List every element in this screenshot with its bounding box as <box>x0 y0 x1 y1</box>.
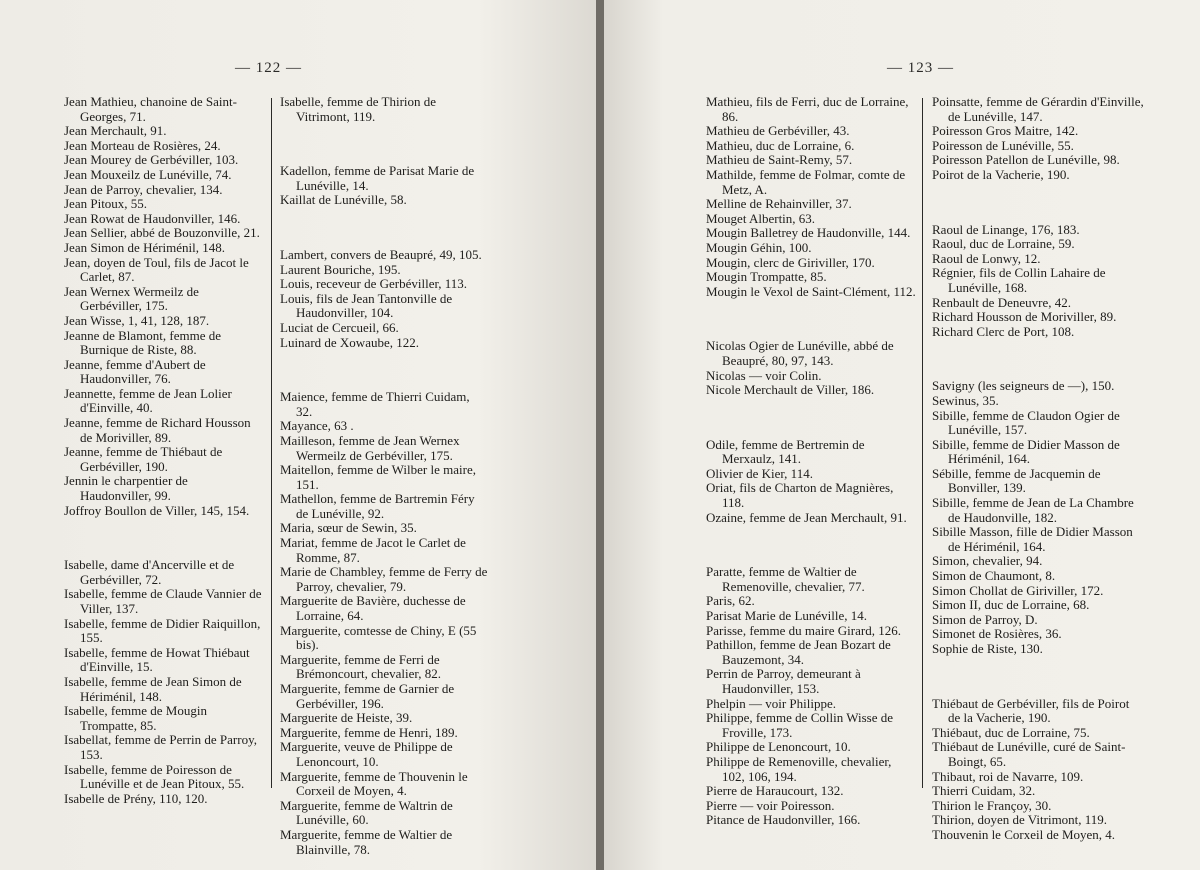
index-entry: Jeanne de Blamont, femme de Burnique de Riste, 88. <box>64 327 222 358</box>
index-entry: Isabelle, femme de Thirion de Vitrimont, 119. <box>280 94 437 124</box>
index-entry: Poiresson Patellon de Lunéville, 98. <box>932 152 1120 168</box>
index-entry: Sibille, femme de Didier Masson de Hériménil, 164. <box>932 436 1120 467</box>
index-entry: Isabellat, femme de Perrin de Parroy, 153. <box>64 732 258 762</box>
index-entry: Isabelle, femme de Jean Simon de Hériménil, 148. <box>64 673 242 704</box>
index-entry: Isabelle, femme de Howat Thiébaut d'Einville, 15. <box>64 644 250 675</box>
index-entry: Marguerite de Bavière, duchesse de Lorraine, 64. <box>280 593 466 624</box>
index-entry: Philippe, femme de Collin Wisse de Froville, 173. <box>706 710 893 740</box>
index-entry: Paratte, femme de Waltier de Remenoville, chevalier, 77. <box>706 564 865 594</box>
index-entry: Pathillon, femme de Jean Bozart de Bauzemont, 34. <box>706 637 891 667</box>
index-entry: Pierre de Haraucourt, 132. <box>706 783 844 799</box>
index-entry: Simon Chollat de Giriviller, 172. <box>932 582 1104 598</box>
index-entry: Louis, receveur de Gerbéviller, 113. <box>280 276 468 292</box>
index-entry: Isabelle, femme de Didier Raiquillon, 155. <box>64 615 261 646</box>
index-entry: Nicolas — voir Colin. <box>706 367 822 383</box>
index-column-2 <box>280 95 488 857</box>
section-gap <box>706 411 916 425</box>
index-entry: Maience, femme de Thierri Cuidam, 32. <box>280 389 470 419</box>
index-entry: Lambert, convers de Beaupré, 49, 105. <box>280 246 482 262</box>
index-entry: Poirot de la Vacherie, 190. <box>932 166 1070 182</box>
index-entry: Marguerite, femme de Garnier de Gerbéviller, 196. <box>280 681 455 711</box>
index-entry: Jean Sellier, abbé de Bouzonville, 21. <box>64 225 260 241</box>
index-entry: Jean Rowat de Haudonviller, 146. <box>64 210 241 226</box>
index-entry: Marie de Chambley, femme de Ferry de Parroy, chevalier, 79. <box>280 564 488 594</box>
index-entry: Luinard de Xowaube, 122. <box>280 334 419 350</box>
index-entry: Maria, sœur de Sewin, 35. <box>280 520 417 536</box>
section-gap <box>64 531 262 545</box>
index-entry: Mathieu de Saint-Remy, 57. <box>706 152 853 168</box>
index-entry: Marguerite, femme de Thouvenin le Corxeil de Moyen, 4. <box>280 768 468 799</box>
index-entry: Nicolas Ogier de Lunéville, abbé de Beaupré, 80, 97, 143. <box>706 338 894 368</box>
index-entry: Mailleson, femme de Jean Wernex Wermeilz de Gerbéviller, 175. <box>280 432 460 463</box>
index-entry: Jean Morteau de Rosières, 24. <box>64 137 221 153</box>
index-entry: Mougin Géhin, 100. <box>706 239 812 255</box>
index-entry: Marguerite, femme de Ferri de Brémoncourt, chevalier, 82. <box>280 651 441 682</box>
index-entry: Thirion le Françoy, 30. <box>932 797 1052 813</box>
index-entry: Renbault de Deneuvre, 42. <box>932 294 1071 310</box>
section-gap <box>280 137 488 151</box>
index-column-2 <box>932 95 1144 843</box>
index-entry: Jean Mathieu, chanoine de Saint-Georges, 71. <box>64 94 237 124</box>
index-entry: Marguerite, veuve de Philippe de Lenoncourt, 10. <box>280 739 453 769</box>
index-entry: Sibille Masson, fille de Didier Masson de Hériménil, 164. <box>932 524 1133 554</box>
index-entry: Perrin de Parroy, demeurant à Haudonviller, 153. <box>706 666 861 696</box>
index-entry: Olivier de Kier, 114. <box>706 465 813 481</box>
index-entry: Mougin le Vexol de Saint-Clément, 112. <box>706 283 916 299</box>
index-entry: Luciat de Cercueil, 66. <box>280 319 399 335</box>
index-entry: Odile, femme de Bertremin de Merxaulz, 141. <box>706 436 865 467</box>
index-entry: Nicole Merchault de Viller, 186. <box>706 382 875 398</box>
index-entry: Marguerite de Heiste, 39. <box>280 710 413 726</box>
index-entry: Raoul de Linange, 176, 183. <box>932 221 1080 237</box>
column-divider <box>271 98 272 788</box>
index-entry: Thouvenin le Corxeil de Moyen, 4. <box>932 826 1116 842</box>
index-entry: Jean Wernex Wermeilz de Gerbéviller, 175. <box>64 283 199 314</box>
page-number: — 122 — <box>235 60 302 76</box>
index-entry: Maitellon, femme de Wilber le maire, 151. <box>280 462 476 492</box>
book-gutter <box>596 0 604 870</box>
index-entry: Mougin Trompatte, 85. <box>706 269 827 285</box>
index-entry: Melline de Rehainviller, 37. <box>706 196 852 212</box>
index-entry: Mougin, clerc de Giriviller, 170. <box>706 254 875 270</box>
index-entry: Marguerite, femme de Waltrin de Lunéville, 60. <box>280 797 453 828</box>
index-entry: Kaillat de Lunéville, 58. <box>280 192 407 208</box>
index-entry: Savigny (les seigneurs de —), 150. <box>932 378 1115 394</box>
index-entry: Isabelle, dame d'Ancerville et de Gerbéviller, 72. <box>64 557 235 587</box>
section-gap <box>932 196 1144 210</box>
index-entry: Mathilde, femme de Folmar, comte de Metz, A. <box>706 166 906 197</box>
index-entry: Sébille, femme de Jacquemin de Bonviller, 139. <box>932 465 1101 496</box>
index-entry: Isabelle de Prény, 110, 120. <box>64 790 208 806</box>
index-entry: Parisat Marie de Lunéville, 14. <box>706 608 868 624</box>
index-entry: Pierre — voir Poiresson. <box>706 797 835 813</box>
index-entry: Paris, 62. <box>706 593 755 609</box>
index-entry: Mariat, femme de Jacot le Carlet de Romme, 87. <box>280 535 466 565</box>
index-entry: Thiébaut de Gerbéviller, fils de Poirot de la Vacherie, 190. <box>932 695 1130 726</box>
index-entry: Poiresson de Lunéville, 55. <box>932 137 1074 153</box>
index-entry: Joffroy Boullon de Viller, 145, 154. <box>64 502 250 518</box>
index-entry: Richard Clerc de Port, 108. <box>932 323 1075 339</box>
index-entry: Mathieu, fils de Ferri, duc de Lorraine, 86. <box>706 94 909 124</box>
index-column-1 <box>64 95 262 806</box>
index-entry: Simonet de Rosières, 36. <box>932 626 1062 642</box>
index-entry: Jeanne, femme de Richard Housson de Moriviller, 89. <box>64 415 251 445</box>
index-entry: Thirion, doyen de Vitrimont, 119. <box>932 812 1108 828</box>
index-entry: Simon II, duc de Lorraine, 68. <box>932 597 1090 613</box>
index-entry: Marguerite, femme de Henri, 189. <box>280 724 458 740</box>
index-entry: Isabelle, femme de Mougin Trompatte, 85. <box>64 703 207 733</box>
index-entry: Jean, doyen de Toul, fils de Jacot le Carlet, 87. <box>64 254 249 285</box>
index-entry: Raoul, duc de Lorraine, 59. <box>932 236 1075 252</box>
page-number: — 123 — <box>887 60 954 76</box>
index-entry: Jean Merchault, 91. <box>64 123 167 139</box>
index-entry: Jean Simon de Hériménil, 148. <box>64 239 226 255</box>
index-entry: Jean Mouxeilz de Lunéville, 74. <box>64 166 232 182</box>
index-entry: Isabelle, femme de Poiresson de Lunéville et de Jean Pitoux, 55. <box>64 761 245 792</box>
index-entry: Oriat, fils de Charton de Magnières, 118. <box>706 480 894 511</box>
index-entry: Mathellon, femme de Bartremin Féry de Lunéville, 92. <box>280 491 475 521</box>
index-entry: Parisse, femme du maire Girard, 126. <box>706 622 901 638</box>
index-entry: Mayance, 63 . <box>280 418 354 434</box>
index-entry: Jean Mourey de Gerbéviller, 103. <box>64 152 239 168</box>
index-entry: Mougin Balletrey de Haudonville, 144. <box>706 225 911 241</box>
index-entry: Simon de Chaumont, 8. <box>932 568 1056 584</box>
index-entry: Jeanne, femme de Thiébaut de Gerbéviller, 190. <box>64 444 223 474</box>
index-entry: Jeanne, femme d'Aubert de Haudonviller, 76. <box>64 356 206 387</box>
index-entry: Sibille, femme de Jean de La Chambre de Haudonville, 182. <box>932 495 1134 525</box>
index-entry: Simon, chevalier, 94. <box>932 553 1043 569</box>
left-page <box>0 0 596 870</box>
index-entry: Poinsatte, femme de Gérardin d'Einville, de Lunéville, 147. <box>932 94 1144 124</box>
index-entry: Thierri Cuidam, 32. <box>932 783 1036 799</box>
index-entry: Sophie de Riste, 130. <box>932 641 1043 656</box>
index-entry: Mouget Albertin, 63. <box>706 210 816 226</box>
index-entry: Pitance de Haudonviller, 166. <box>706 812 861 828</box>
index-entry: Jeannette, femme de Jean Lolier d'Einville, 40. <box>64 385 232 416</box>
index-entry: Sewinus, 35. <box>932 392 999 408</box>
index-entry: Sibille, femme de Claudon Ogier de Lunéville, 157. <box>932 407 1120 438</box>
index-entry: Kadellon, femme de Parisat Marie de Lunéville, 14. <box>280 163 475 193</box>
index-entry: Poiresson Gros Maitre, 142. <box>932 123 1079 139</box>
index-entry: Jean Pitoux, 55. <box>64 196 148 212</box>
index-entry: Thibaut, roi de Navarre, 109. <box>932 768 1084 784</box>
index-entry: Philippe de Remenoville, chevalier, 102, 106, 194. <box>706 753 892 784</box>
index-entry: Thiébaut de Lunéville, curé de Saint-Boingt, 65. <box>932 739 1126 769</box>
index-entry: Isabelle, femme de Claude Vannier de Viller, 137. <box>64 586 262 616</box>
index-column-1 <box>706 95 916 828</box>
index-entry: Jean de Parroy, chevalier, 134. <box>64 181 223 197</box>
index-entry: Thiébaut, duc de Lorraine, 75. <box>932 724 1090 740</box>
index-entry: Laurent Bouriche, 195. <box>280 261 401 277</box>
index-entry: Marguerite, femme de Waltier de Blainville, 78. <box>280 826 453 857</box>
index-entry: Mathieu de Gerbéviller, 43. <box>706 123 850 139</box>
index-entry: Philippe de Lenoncourt, 10. <box>706 739 851 755</box>
section-gap <box>280 221 488 235</box>
section-gap <box>932 352 1144 366</box>
index-entry: Simon de Parroy, D. <box>932 611 1038 627</box>
index-entry: Marguerite, comtesse de Chiny, E (55 bis). <box>280 622 477 653</box>
index-entry: Phelpin — voir Philippe. <box>706 695 836 711</box>
index-entry: Ozaine, femme de Jean Merchault, 91. <box>706 509 907 525</box>
index-entry: Louis, fils de Jean Tantonville de Haudonviller, 104. <box>280 290 453 321</box>
index-entry: Régnier, fils de Collin Lahaire de Lunéville, 168. <box>932 265 1106 295</box>
index-entry: Richard Housson de Moriviller, 89. <box>932 309 1117 325</box>
index-entry: Raoul de Lonwy, 12. <box>932 250 1041 266</box>
section-gap <box>706 312 916 326</box>
right-page <box>604 0 1200 870</box>
section-gap <box>932 670 1144 684</box>
index-entry: Jean Wisse, 1, 41, 128, 187. <box>64 312 210 328</box>
index-entry: Jennin le charpentier de Haudonviller, 99. <box>64 473 188 504</box>
column-divider <box>922 98 923 788</box>
section-gap <box>280 363 488 377</box>
section-gap <box>706 538 916 552</box>
index-entry: Mathieu, duc de Lorraine, 6. <box>706 137 855 153</box>
